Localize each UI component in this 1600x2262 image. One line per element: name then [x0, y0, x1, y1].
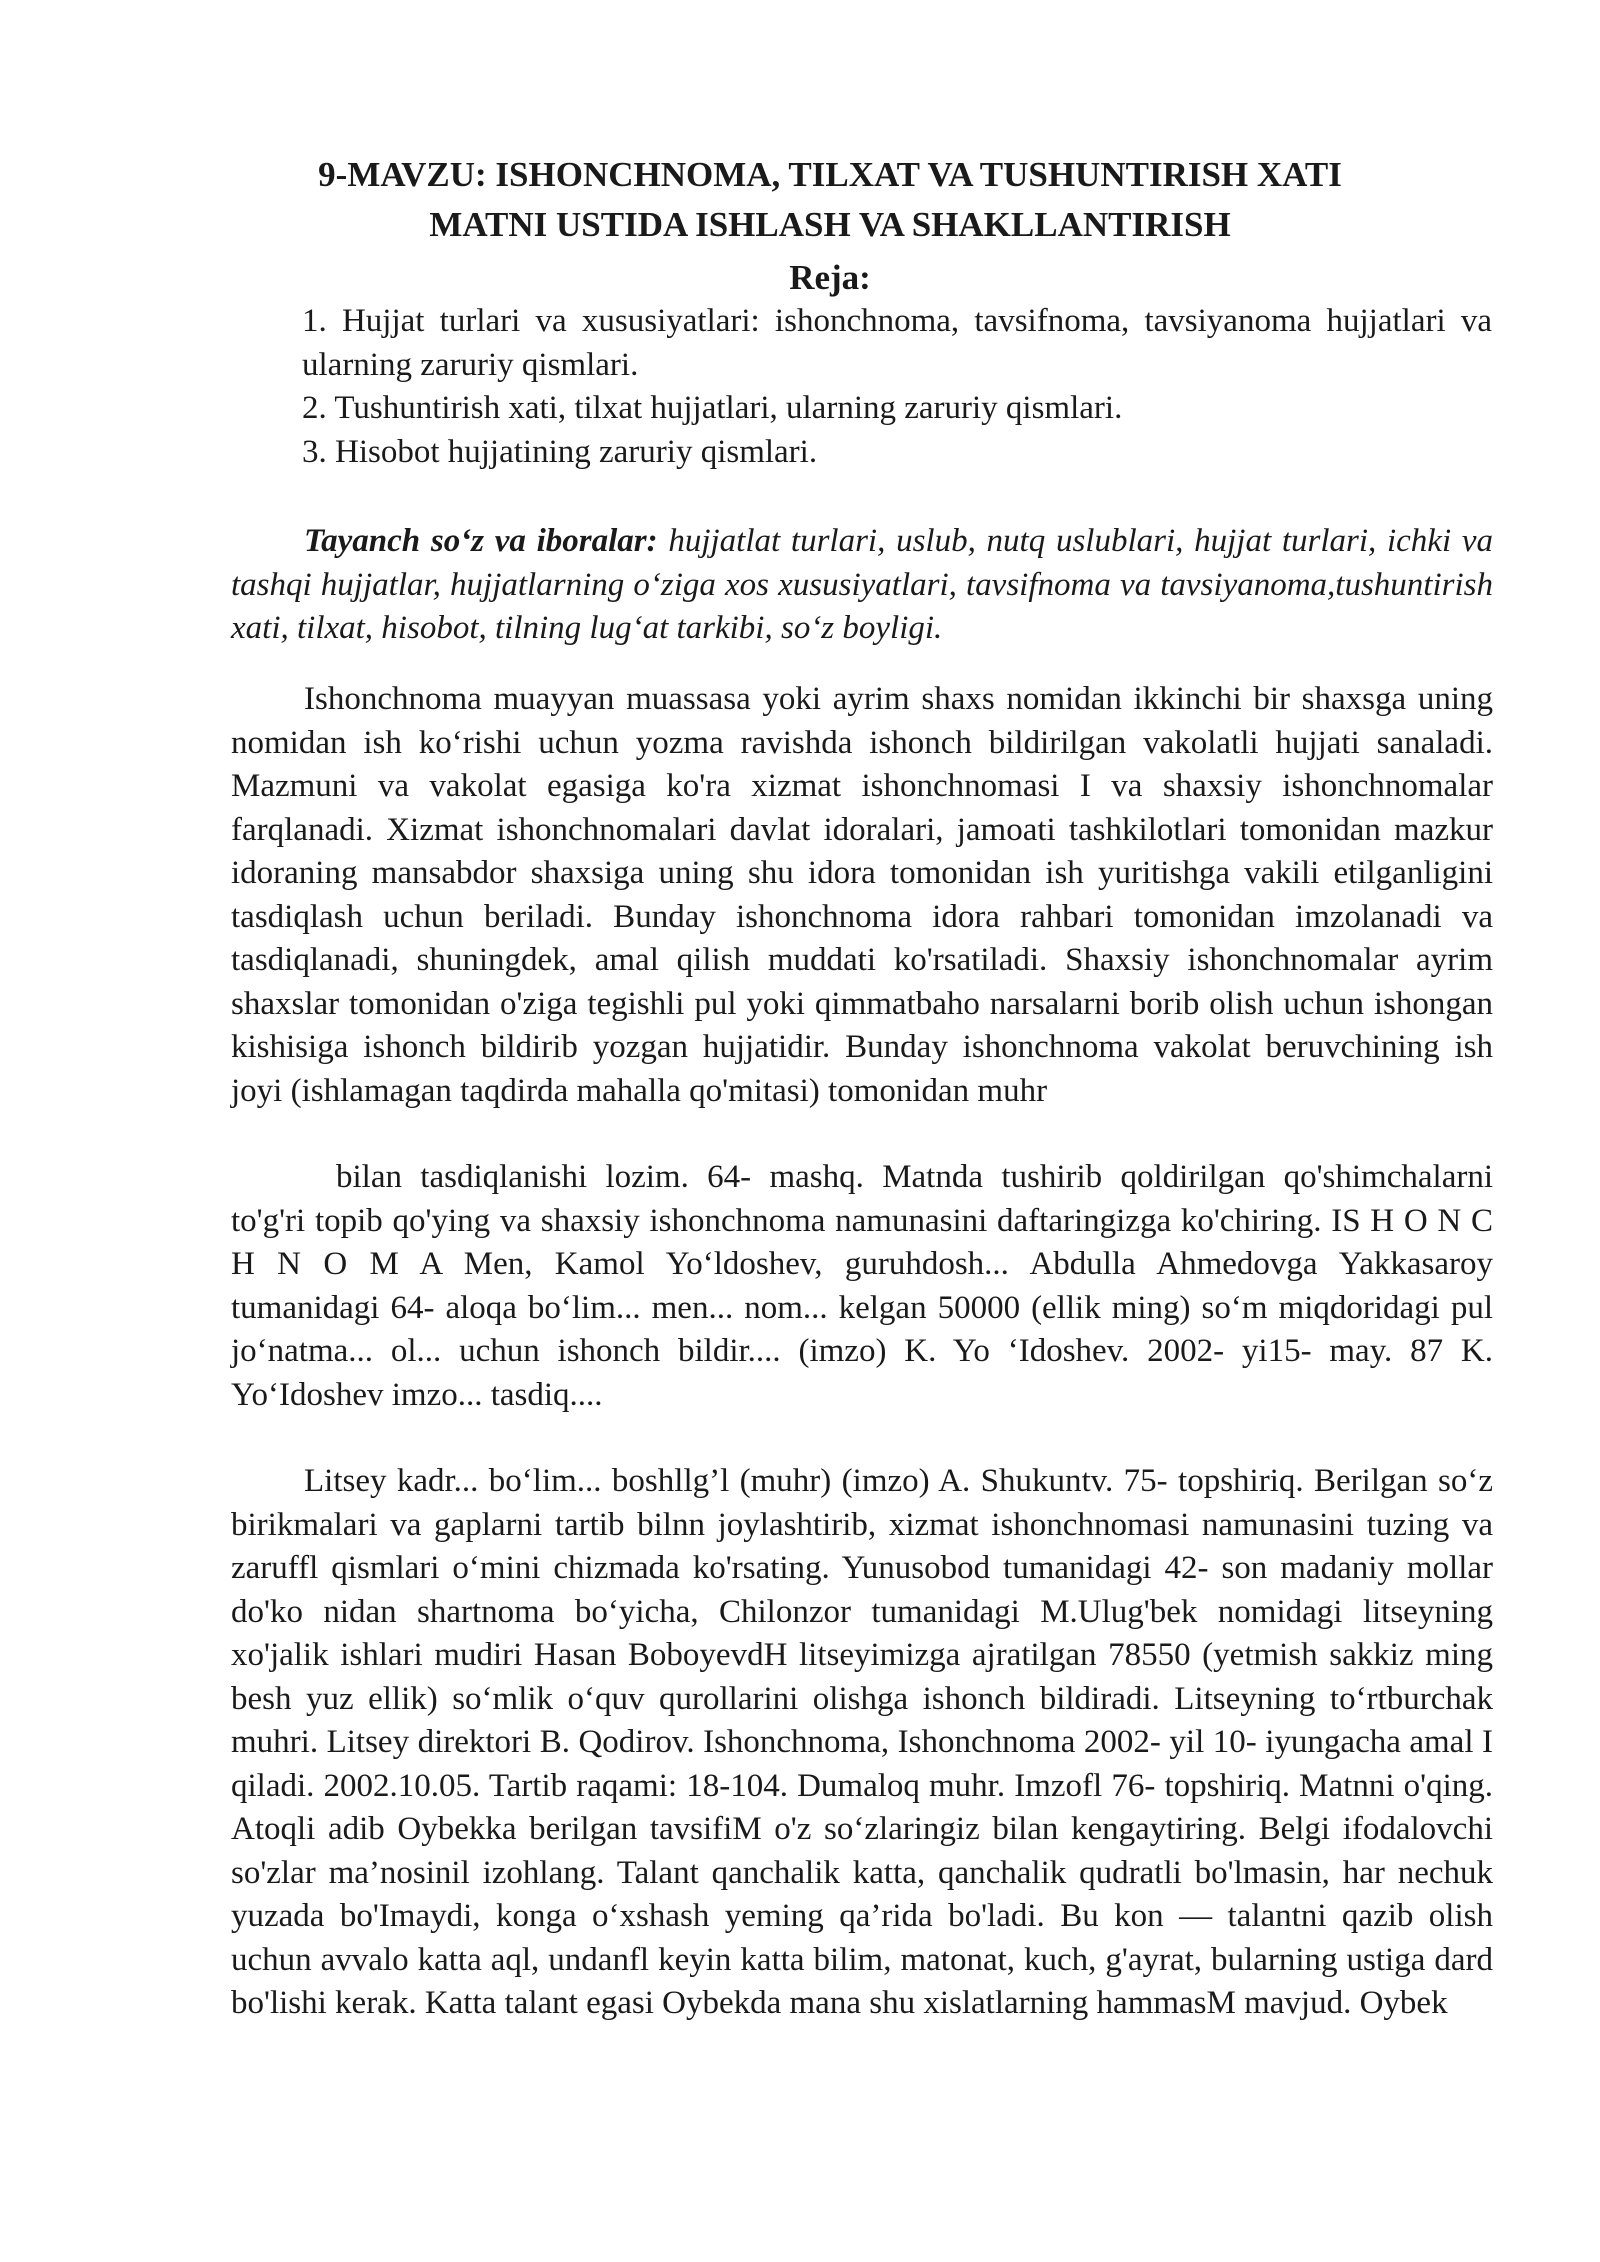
keywords-label: Tayanch so‘z va iboralar:	[304, 523, 658, 559]
plan-item: 3. Hisobot hujjatining zaruriy qismlari.	[302, 433, 818, 470]
body-paragraph-3: Litsey kadr... bo‘lim... boshllg’l (muhr) (imzo) A. Shukuntv. 75- topshiriq. Berilgan so‘z birikmalari va gaplarni tartib bilnn joylashtirib, xizmat ishonchnomasi namunasini tuzing va zaruffl qismlari o‘mini chizmada ko'rsating. Yunusobod tumanidagi 42- son madaniy mollar do'ko nidan shartnoma bo‘yicha, Chilonzor tumanidagi M.Ulug'bek nomidagi litseyning xo'jalik ishlari mudiri Hasan BoboyevdH litseyimizga ajratilgan 78550 (yetmish sakkiz ming besh yuz ellik) so‘mlik o‘quv qurollarini olishga ishonch bildiradi. Litseyning to‘rtburchak muhri. Litsey direktori B. Qodirov. Ishonchnoma, Ishonchnoma 2002- yil 10- iyungacha amal I qiladi. 2002.10.05. Tartib raqami: 18-104. Dumaloq muhr. Imzofl 76- topshiriq. Matnni o'qing. Atoqli adib Oybekka berilgan tavsifiM o'z so‘zlaringiz bilan kengaytiring. Belgi ifodalovchi so'zlar ma’nosinil izohlang. Talant qanchalik katta, qanchalik qudratli bo'lmasin, har nechuk yuzada bo'Imaydi, konga o‘xshash yeming qa’rida bo'ladi. Bu kon — talantni qazib olish uchun avvalo katta aql, undanfl keyin katta bilim, matonat, kuch, g'ayrat, bularning ustiga dard bo'lishi kerak. Katta talant egasi Oybekda mana shu xislatlarning hammasM mavjud. Oybek	[231, 1463, 1493, 2021]
document-title-line-2: MATNI USTIDA ISHLASH VA SHAKLLANTIRISH	[429, 205, 1231, 244]
plan-list	[302, 300, 1492, 474]
keywords-paragraph	[231, 520, 1493, 651]
plan-item: 2. Tushuntirish xati, tilxat hujjatlari, ularning zaruriy qismlari.	[302, 390, 1123, 426]
document-title-line-1: 9-MAVZU: ISHONCHNOMA, TILXAT VA TUSHUNTIRISH XATI	[318, 155, 1342, 194]
body-paragraph-2: bilan tasdiqlanishi lozim. 64- mashq. Matnda tushirib qoldirilgan qo'shimchalarni to'g'ri topib qo'ying va shaxsiy ishonchnoma namunasini daftaringizga ko'chiring. IS H O N C H N O M A Men, Kamol Yo‘ldoshev, guruhdosh... Abdulla Ahmedovga Yakkasaroy tumanidagi 64- aloqa bo‘lim... men... nom... kelgan 50000 (ellik ming) so‘m miqdoridagi pul jo‘natma... ol... uchun ishonch bildir.... (imzo) K. Yo ‘Idoshev. 2002- yi15- may. 87 K. Yo‘Idoshev imzo... tasdiq....	[231, 1159, 1493, 1413]
plan-item: 1. Hujjat turlari va xususiyatlari: ishonchnoma, tavsifnoma, tavsiyanoma hujjatlari va ularning zaruriy qismlari.	[302, 303, 1492, 383]
body-paragraph-1: Ishonchnoma muayyan muassasa yoki ayrim shaxs nomidan ikkinchi bir shaxsga uning nomidan ish ko‘rishi uchun yozma ravishda ishonch bildirilgan vakolatli hujjati sanaladi. Mazmuni va vakolat egasiga ko'ra xizmat ishonchnomasi I va shaxsiy ishonchnomalar farqlanadi. Xizmat ishonchnomalari davlat idoralari, jamoati tashkilotlari tomonidan mazkur idoraning mansabdor shaxsiga uning shu idora tomonidan ish yuritishga vakili etilganligini tasdiqlash uchun beriladi. Bunday ishonchnoma idora rahbari tomonidan imzolanadi va tasdiqlanadi, shuningdek, amal qilish muddati ko'rsatiladi. Shaxsiy ishonchnomalar ayrim shaxslar tomonidan o'ziga tegishli pul yoki qimmatbaho narsalarni borib olish uchun ishongan kishisiga ishonch bildirib yozgan hujjatidir. Bunday ishonchnoma vakolat beruvchining ish joyi (ishlamagan taqdirda mahalla qo'mitasi) tomonidan muhr	[231, 681, 1493, 1109]
keywords-text: hujjatlat turlari, uslub, nutq uslublari, hujjat turlari, ichki va tashqi hujjatlar, hujjatlarning o‘ziga xos xususiyatlari, tavsifnoma va tavsiyanoma,tushuntirish xati, tilxat, hisobot, tilning lug‘at tarkibi, so‘z boyligi.	[231, 523, 1493, 646]
plan-heading: Reja:	[789, 258, 871, 297]
